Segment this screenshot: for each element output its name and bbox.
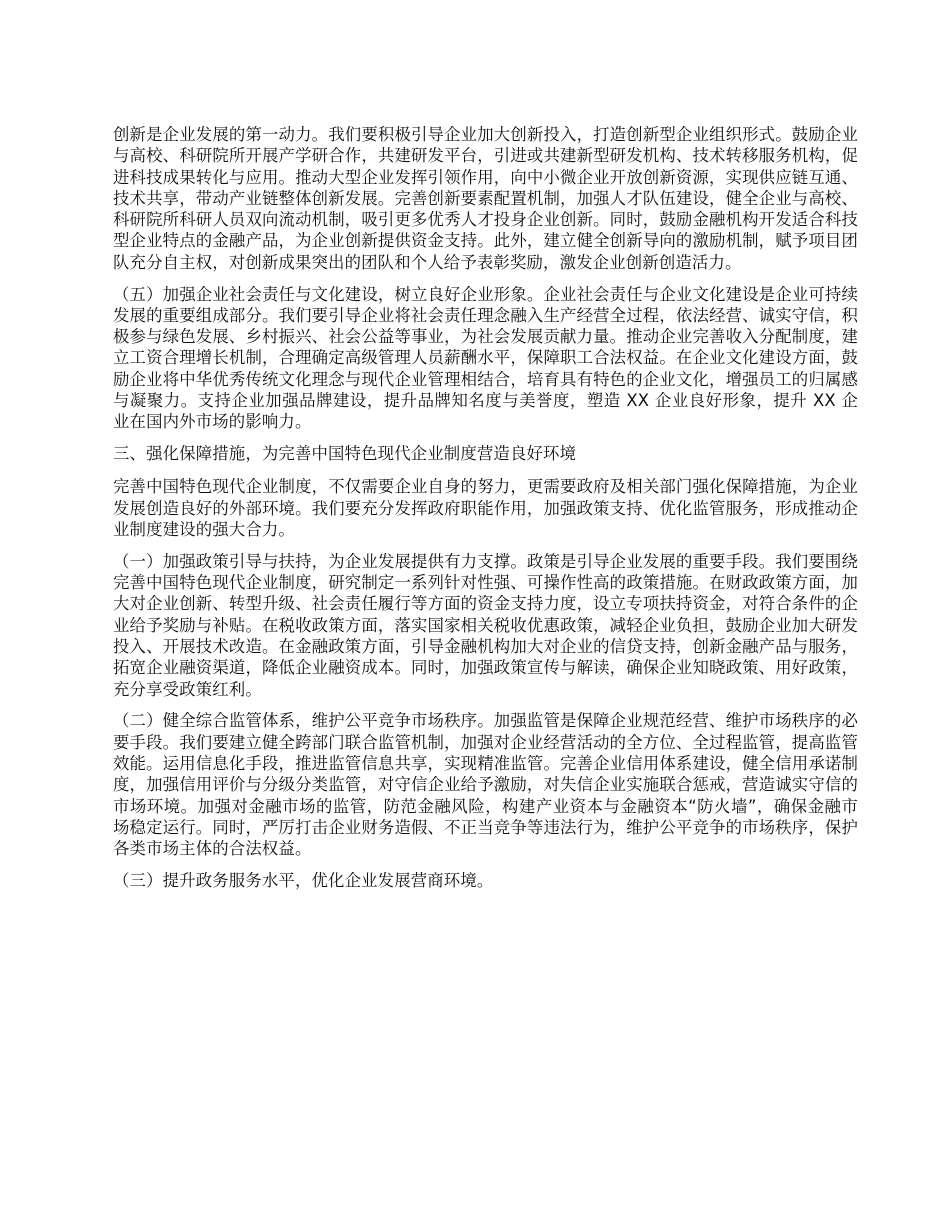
paragraph-innovation: 创新是企业发展的第一动力。我们要积极引导企业加大创新投入，打造创新型企业组织形式。鼓励企业与高校、科研院所开展产学研合作，共建研发平台，引进或共建新型研发机构、技术转移服务机构，促进科技成果转化与应用。推动大型企业发挥引领作用，向中小微企业开放创新资源，实现供应链互通、技术共享，带动产业链整体创新发展。完善创新要素配置机制，加强人才队伍建设，健全企业与高校、科研院所科研人员双向流动机制，吸引更多优秀人才投身企业创新。同时，鼓励金融机构开发适合科技型企业特点的金融产品，为企业创新提供资金支持。此外，建立健全创新导向的激励机制，赋予项目团队充分自主权，对创新成果突出的团队和个人给予表彰奖励，激发企业创新创造活力。 <box>113 125 858 272</box>
paragraph-section-intro: 完善中国特色现代企业制度，不仅需要企业自身的努力，更需要政府及相关部门强化保障措施，为企业发展创造良好的外部环境。我们要充分发挥政府职能作用，加强政策支持、优化监管服务，形成推动企业制度建设的强大合力。 <box>113 477 858 540</box>
paragraph-government-services: （三）提升政务服务水平，优化企业发展营商环境。 <box>113 871 494 890</box>
paragraph-social-responsibility: （五）加强企业社会责任与文化建设，树立良好企业形象。企业社会责任与企业文化建设是企业可持续发展的重要组成部分。我们要引导企业将社会责任理念融入生产经营全过程，依法经营、诚实守信，积极参与绿色发展、乡村振兴、社会公益等事业，为社会发展贡献力量。推动企业完善收入分配制度，建立工资合理增长机制，合理确定高级管理人员薪酬水平，保障职工合法权益。在企业文化建设方面，鼓励企业将中华优秀传统文化理念与现代企业管理相结合，培育具有特色的企业文化，增强员工的归属感与凝聚力。支持企业加强品牌建设，提升品牌知名度与美誉度，塑造 XX 企业良好形象，提升 XX 企业在国内外市场的影响力。 <box>113 284 858 432</box>
paragraph-supervision: （二）健全综合监管体系，维护公平竞争市场秩序。加强监管是保障企业规范经营、维护市场秩序的必要手段。我们要建立健全跨部门联合监管机制，加强对企业经营活动的全方位、全过程监管，提高监管效能。运用信息化手段，推进监管信息共享，实现精准监管。完善企业信用体系建设，健全信用承诺制度，加强信用评价与分级分类监管，对守信企业给予激励，对失信企业实施联合惩戒，营造诚实守信的市场环境。加强对金融市场的监管，防范金融风险，构建产业资本与金融资本“防火墙”，确保金融市场稳定运行。同时，严厉打击企业财务造假、不正当竞争等违法行为，维护公平竞争的市场秩序，保护各类市场主体的合法权益。 <box>113 711 858 859</box>
section-heading: 三、强化保障措施，为完善中国特色现代企业制度营造良好环境 <box>113 444 577 464</box>
paragraph-policy-support: （一）加强政策引导与扶持，为企业发展提供有力支撑。政策是引导企业发展的重要手段。我们要围绕完善中国特色现代企业制度，研究制定一系列针对性强、可操作性高的政策措施。在财政政策方面，加大对企业创新、转型升级、社会责任履行等方面的资金支持力度，设立专项扶持资金，对符合条件的企业给予奖励与补贴。在税收政策方面，落实国家相关税收优惠政策，减轻企业负担，鼓励企业加大研发投入、开展技术改造。在金融政策方面，引导金融机构加大对企业的信贷支持，创新金融产品与服务，拓宽企业融资渠道，降低企业融资成本。同时，加强政策宣传与解读，确保企业知晓政策、用好政策，充分享受政策红利。 <box>113 551 858 699</box>
document-page <box>113 124 858 902</box>
